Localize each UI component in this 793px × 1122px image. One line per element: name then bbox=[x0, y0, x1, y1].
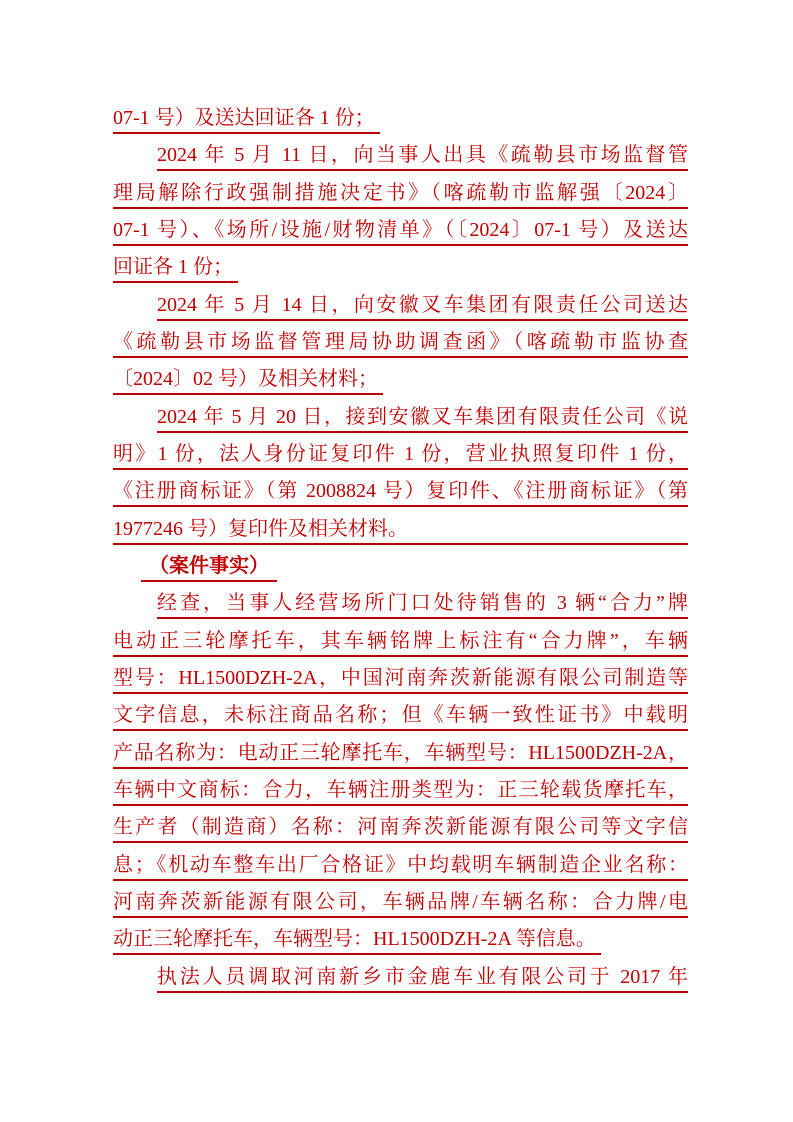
text-line-content: 理局解除行政强制措施决定书》（喀疏勒市监解强〔2024〕 bbox=[113, 180, 688, 209]
text-line-content: 型号：HL1500DZH-2A，中国河南奔茨新能源有限公司制造等 bbox=[113, 665, 688, 694]
text-line-content: 文字信息，未标注商品名称；但《车辆一致性证书》中载明 bbox=[113, 702, 688, 731]
text-line bbox=[113, 889, 688, 926]
text-line bbox=[113, 814, 688, 851]
text-line bbox=[113, 292, 688, 329]
text-line bbox=[113, 926, 688, 963]
text-line-content: 息；《机动车整车出厂合格证》中均载明车辆制造企业名称： bbox=[113, 852, 688, 881]
text-line-content: 产品名称为：电动正三轮摩托车，车辆型号：HL1500DZH-2A， bbox=[113, 740, 688, 769]
text-line bbox=[113, 180, 688, 217]
text-line-content: 《注册商标证》（第 2008824 号）复印件、《注册商标证》（第 bbox=[113, 478, 688, 507]
text-line bbox=[113, 105, 688, 142]
text-line-content: 生产者（制造商）名称：河南奔茨新能源有限公司等文字信 bbox=[113, 814, 688, 843]
heading-content: （案件事实） bbox=[141, 553, 277, 582]
text-line-content: 07-1 号）、《场所/设施/财物清单》（〔2024〕07-1 号）及送达 bbox=[113, 217, 688, 246]
text-line-content: 执法人员调取河南新乡市金鹿车业有限公司于 2017 年 bbox=[157, 964, 688, 993]
text-line bbox=[113, 628, 688, 665]
text-line bbox=[113, 665, 688, 702]
text-line bbox=[113, 441, 688, 478]
text-line-content: 《疏勒县市场监督管理局协助调查函》（喀疏勒市监协查 bbox=[113, 329, 688, 358]
text-line bbox=[113, 478, 688, 515]
text-line-content: 明》1 份，法人身份证复印件 1 份，营业执照复印件 1 份， bbox=[113, 441, 688, 470]
text-line bbox=[113, 590, 688, 627]
text-line-content: 回证各 1 份； bbox=[113, 254, 238, 283]
text-line bbox=[113, 366, 688, 403]
text-line-content: 动正三轮摩托车，车辆型号：HL1500DZH-2A 等信息。 bbox=[113, 926, 601, 955]
document-body bbox=[113, 105, 688, 1001]
text-line-content: 车辆中文商标：合力，车辆注册类型为：正三轮载货摩托车， bbox=[113, 777, 688, 806]
text-line bbox=[113, 740, 688, 777]
text-line-content: 2024 年 5 月 14 日，向安徽叉车集团有限责任公司送达 bbox=[157, 292, 688, 321]
text-line bbox=[113, 852, 688, 889]
text-line-content: 2024 年 5 月 20 日，接到安徽叉车集团有限责任公司《说 bbox=[157, 404, 688, 433]
text-line-content: 经查，当事人经营场所门口处待销售的 3 辆“合力”牌 bbox=[157, 590, 688, 619]
text-line bbox=[113, 142, 688, 179]
text-line bbox=[113, 516, 688, 553]
text-line-content: 1977246 号）复印件及相关材料。 bbox=[113, 516, 688, 545]
text-line-content: 07-1 号）及送达回证各 1 份； bbox=[113, 105, 380, 134]
text-line-content: 电动正三轮摩托车，其车辆铭牌上标注有“合力牌”，车辆 bbox=[113, 628, 688, 657]
text-line-content: 河南奔茨新能源有限公司，车辆品牌/车辆名称：合力牌/电 bbox=[113, 889, 688, 918]
text-line bbox=[113, 404, 688, 441]
text-line bbox=[113, 702, 688, 739]
case-facts-heading bbox=[113, 553, 688, 590]
text-line-content: 〔2024〕02 号）及相关材料； bbox=[113, 366, 383, 395]
text-line bbox=[113, 964, 688, 1001]
text-line bbox=[113, 777, 688, 814]
text-line-content: 2024 年 5 月 11 日，向当事人出具《疏勒县市场监督管 bbox=[157, 142, 688, 171]
text-line bbox=[113, 217, 688, 254]
text-line bbox=[113, 329, 688, 366]
text-line bbox=[113, 254, 688, 291]
